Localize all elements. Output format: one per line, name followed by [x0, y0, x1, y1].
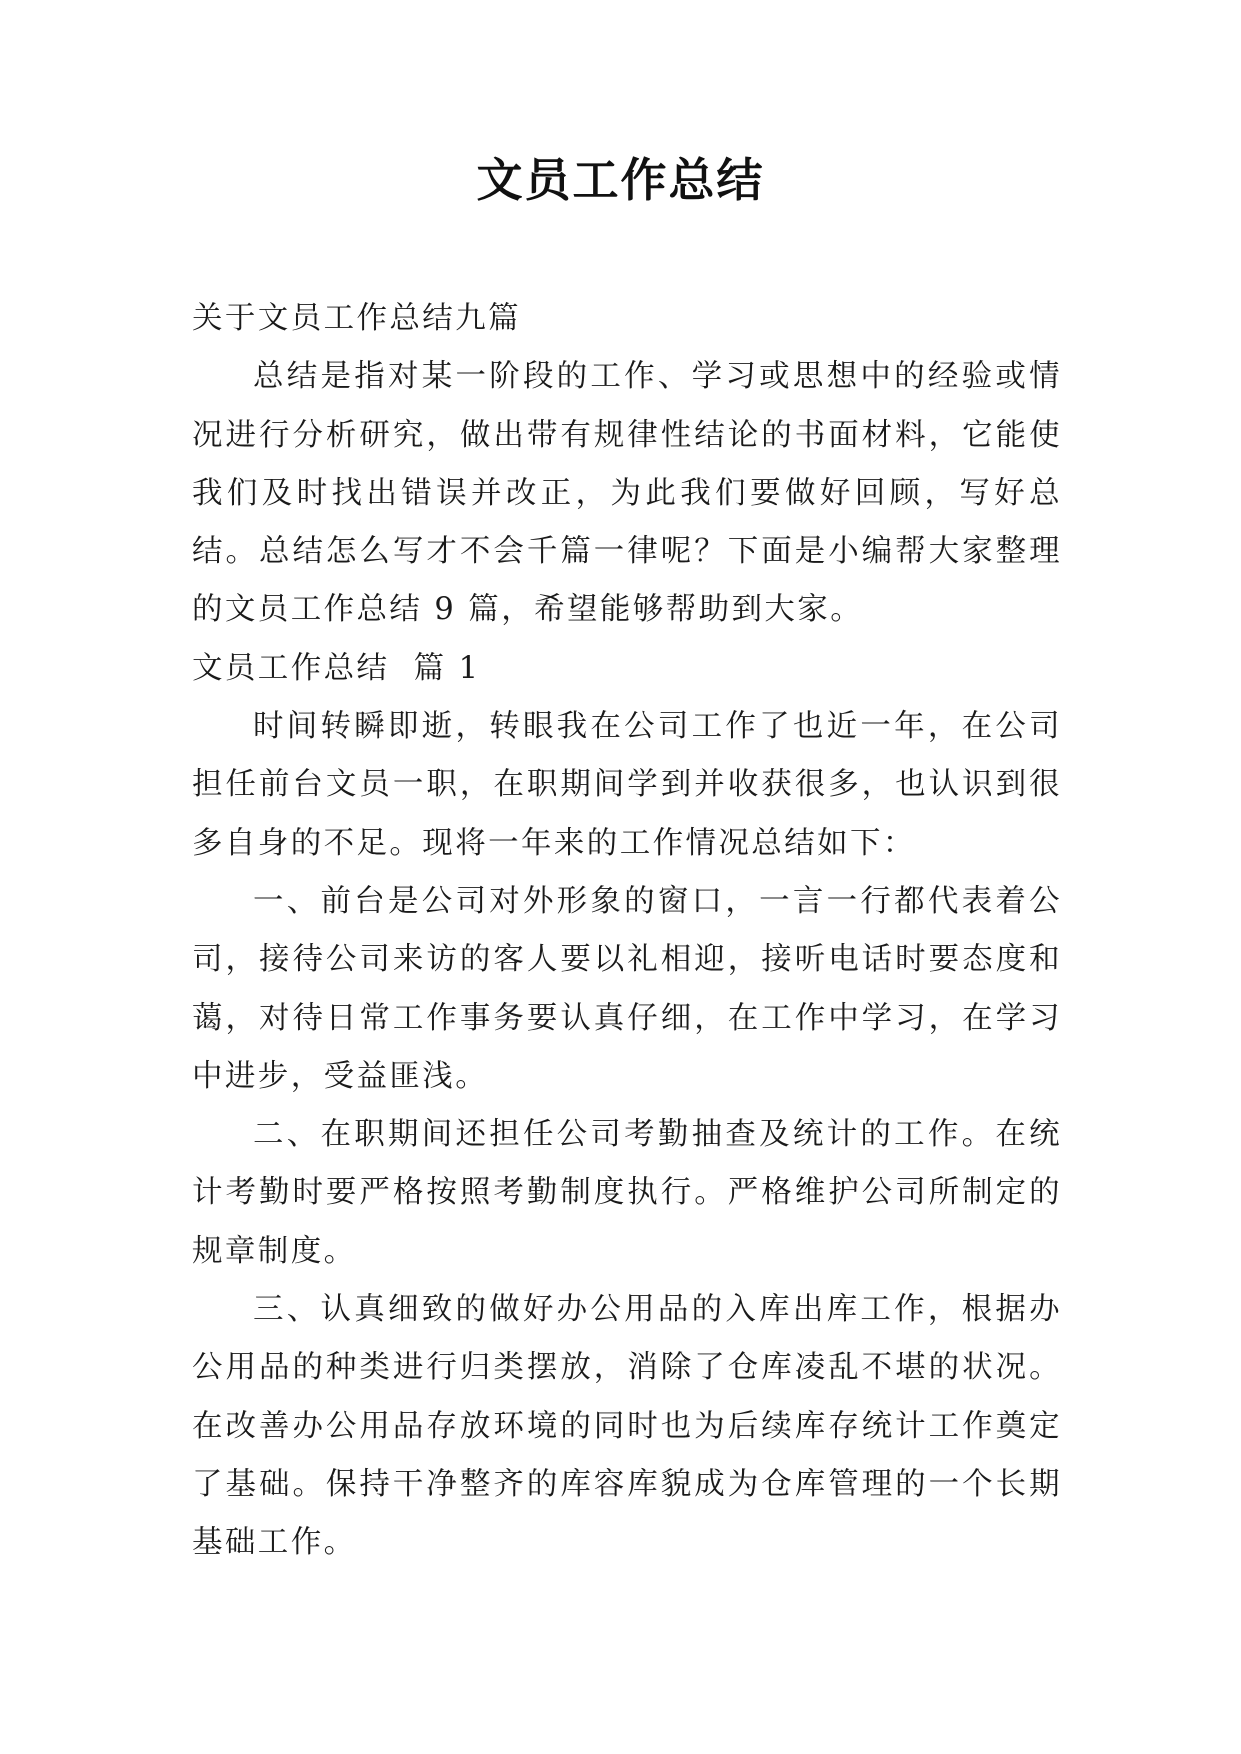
document-heading: 关于文员工作总结九篇: [192, 301, 521, 336]
body-paragraph-2: 一、前台是公司对外形象的窗口，一言一行都代表着公司，接待公司来访的客人要以礼相迎，接听电话时要态度和蔼，对待日常工作事务要认真仔细，在工作中学习，在学习中进步，受益匪浅。: [192, 883, 1062, 1094]
document-body: [192, 290, 1062, 1573]
intro-paragraph: 总结是指对某一阶段的工作、学习或思想中的经验或情况进行分析研究，做出带有规律性结论的书面材料，它能使我们及时找出错误并改正，为此我们要做好回顾，写好总结。总结怎么写才不会千篇一律呢？下面是小编帮大家整理的文员工作总结 9 篇，希望能够帮助到大家。: [192, 359, 1062, 628]
section-title: 文员工作总结 篇 1: [192, 650, 481, 686]
document-title: 文员工作总结: [476, 153, 765, 207]
body-paragraph-4: 三、认真细致的做好办公用品的入库出库工作，根据办公用品的种类进行归类摆放，消除了仓库凌乱不堪的状况。在改善办公用品存放环境的同时也为后续库存统计工作奠定了基础。保持干净整齐的库容库貌成为仓库管理的一个长期基础工作。: [192, 1292, 1062, 1561]
body-paragraph-1: 时间转瞬即逝，转眼我在公司工作了也近一年，在公司担任前台文员一职，在职期间学到并收获很多，也认识到很多自身的不足。现将一年来的工作情况总结如下：: [192, 709, 1062, 861]
body-paragraph-3: 二、在职期间还担任公司考勤抽查及统计的工作。在统计考勤时要严格按照考勤制度执行。严格维护公司所制定的规章制度。: [192, 1117, 1062, 1269]
